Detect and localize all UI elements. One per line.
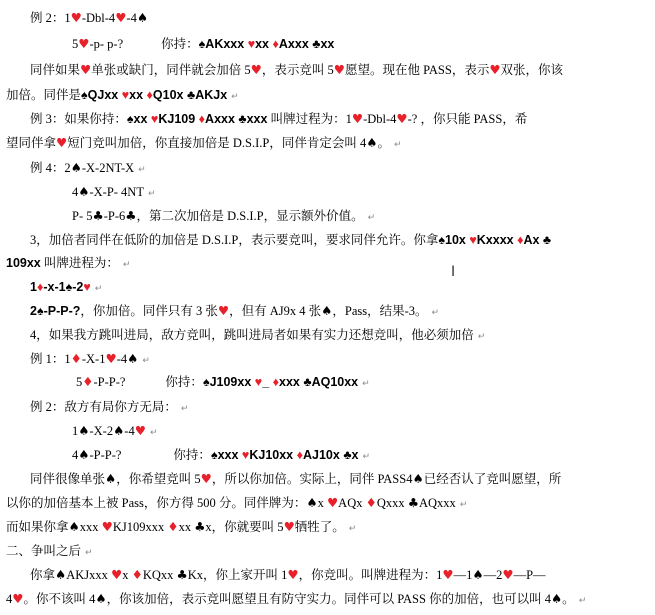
heart-icon: ♥ bbox=[241, 448, 250, 462]
spade-icon: ♠ bbox=[202, 375, 210, 389]
diamond-icon: ♦ bbox=[146, 88, 153, 102]
club-icon: ♣ bbox=[125, 208, 137, 223]
paragraph-line: 2♠-P-P-?，你加倍。同伴只有 3 张♥，但有 AJ9x 4 张♠，Pass，结果-3。 ↵ bbox=[30, 303, 440, 318]
paragraph-line: 以你的加倍基本上被 Pass，你方得 500 分。同伴牌为：♠x ♥AQx ♦Qxxx ♣AQxxx ↵ bbox=[6, 495, 468, 510]
club-icon: ♣ bbox=[194, 519, 206, 534]
club-icon: ♣ bbox=[312, 37, 321, 51]
spade-icon: ♠ bbox=[136, 10, 149, 25]
paragraph-line: 4♥。你不该叫 4♠，你该加倍，表示竞叫愿望且有防守实力。同伴可以 PASS 你的加倍，也可以叫 4♠。 ↵ bbox=[6, 591, 587, 606]
spade-icon: ♠ bbox=[81, 88, 88, 102]
spade-icon: ♠ bbox=[321, 303, 333, 318]
heart-icon: ♥ bbox=[111, 567, 123, 582]
heart-icon: ♥ bbox=[396, 111, 408, 126]
diamond-icon: ♦ bbox=[296, 448, 303, 462]
diamond-icon: ♦ bbox=[517, 233, 524, 247]
heart-icon: ♥ bbox=[80, 62, 92, 77]
paragraph-line: 你拿♠AKJxxx ♥x ♦KQxx ♣Kx，你上家开叫 1♥，你竞叫。叫牌进程为：1♥—1♠—2♥—P— bbox=[30, 567, 546, 582]
spade-icon: ♠ bbox=[127, 351, 139, 366]
example-2b-hand: 4♠-P-P-? 你持：♠xxx ♥KJ10xx ♦AJ10x ♣x ↵ bbox=[72, 447, 371, 462]
spade-icon: ♠ bbox=[78, 184, 90, 199]
example-4: 例 4：2♠-X-2NT-X ↵ bbox=[30, 160, 146, 175]
example-2b-bidding: 1♠-X-2♠-4♥ ↵ bbox=[72, 423, 158, 438]
heart-icon: ♥ bbox=[121, 88, 130, 102]
spade-icon: ♠ bbox=[438, 233, 445, 247]
heart-icon: ♥ bbox=[78, 36, 90, 51]
spade-icon: ♠ bbox=[366, 135, 378, 150]
spade-icon: ♠ bbox=[550, 591, 563, 606]
spade-icon: ♠ bbox=[198, 37, 206, 51]
heart-icon: ♥ bbox=[287, 567, 299, 582]
spade-icon: ♠ bbox=[306, 495, 318, 510]
paragraph-line: 4，如果我方跳叫进局，敌方竞叫，跳叫进局者如果有实力还想竞叫，他必须加倍 ↵ bbox=[30, 328, 486, 342]
spade-icon: ♠ bbox=[95, 591, 107, 606]
spade-icon: ♠ bbox=[78, 423, 90, 438]
club-icon: ♣ bbox=[92, 208, 104, 223]
heart-icon: ♥ bbox=[200, 471, 212, 486]
paragraph-line: 望同伴拿♥短门竞叫加倍，你直接加倍是 D.S.I.P，同伴肯定会叫 4♠。 ↵ bbox=[6, 135, 402, 150]
heart-icon: ♥ bbox=[70, 10, 82, 25]
spade-icon: ♠ bbox=[65, 280, 73, 294]
spade-icon: ♠ bbox=[210, 448, 218, 462]
paragraph-line: 而如果你拿♠xxx ♥KJ109xxx ♦xx ♣x，你就要叫 5♥牺牲了。 ↵ bbox=[6, 519, 357, 534]
spade-icon: ♠ bbox=[78, 447, 90, 462]
paragraph-line: 同伴很像单张♠，你希望竞叫 5♥，所以你加倍。实际上，同伴 PASS4♠已经否认了竞叫愿望，所 bbox=[30, 471, 562, 486]
club-icon: ♣ bbox=[542, 233, 552, 247]
spade-icon: ♠ bbox=[55, 567, 67, 582]
heart-icon: ♥ bbox=[56, 135, 68, 150]
heart-icon: ♥ bbox=[115, 10, 127, 25]
heart-icon: ♥ bbox=[442, 567, 454, 582]
example-label: 例 2： bbox=[30, 11, 65, 25]
heart-icon: ♥ bbox=[326, 495, 339, 510]
heart-icon: ♥ bbox=[101, 519, 113, 534]
heart-icon: ♥ bbox=[247, 37, 256, 51]
paragraph-line: 加倍。同伴是♠QJxx ♥xx ♦Q10x ♣AKJx ↵ bbox=[6, 88, 239, 102]
spade-icon: ♠ bbox=[113, 423, 125, 438]
example-2b: 例 2：敌方有局你方无局： ↵ bbox=[30, 400, 189, 414]
section-heading: 二、争叫之后 ↵ bbox=[6, 544, 93, 558]
club-icon: ♣ bbox=[343, 448, 352, 462]
paragraph-line: 同伴如果♥单张或缺门，同伴就会加倍 5♥，表示竞叫 5♥愿望。现在他 PASS，表示♥双张，你该 bbox=[30, 62, 564, 77]
spade-icon: ♠ bbox=[68, 519, 80, 534]
diamond-icon: ♦ bbox=[82, 374, 94, 389]
diamond-icon: ♦ bbox=[70, 351, 82, 366]
example-2-bidding: 例 2：1♥-Dbl-4♥-4♠ bbox=[30, 10, 149, 25]
spade-icon: ♠ bbox=[126, 112, 134, 126]
heart-icon: ♥ bbox=[105, 351, 117, 366]
diamond-icon: ♦ bbox=[167, 519, 179, 534]
heart-icon: ♥ bbox=[134, 423, 146, 438]
paragraph-line: 3，加倍者同伴在低阶的加倍是 D.S.I.P，表示要竞叫，要求同伴允许。你拿♠10x ♥Kxxxx ♦Ax ♣ bbox=[30, 233, 552, 247]
example-4-bidding: P- 5♣-P-6♣，第二次加倍是 D.S.I.P，显示额外价值。 ↵ bbox=[72, 208, 376, 223]
heart-icon: ♥ bbox=[333, 62, 345, 77]
paragraph-line: 109xx 叫牌进程为： ↵ bbox=[6, 256, 131, 270]
text-cursor-icon: I bbox=[451, 264, 456, 280]
heart-icon: ♥ bbox=[351, 111, 364, 126]
heart-icon: ♥ bbox=[489, 62, 501, 77]
diamond-icon: ♦ bbox=[272, 37, 279, 51]
spade-icon: ♠ bbox=[36, 304, 44, 318]
club-icon: ♣ bbox=[176, 567, 188, 582]
diamond-icon: ♦ bbox=[36, 280, 44, 294]
spade-icon: ♠ bbox=[472, 567, 484, 582]
example-4-bidding: 4♠-X-P- 4NT ↵ bbox=[72, 184, 156, 199]
heart-icon: ♥ bbox=[12, 591, 24, 606]
example-1-hand: 5♦-P-P-? 你持：♠J109xx ♥_ ♦xxx ♣AQ10xx ↵ bbox=[76, 374, 370, 389]
club-icon: ♣ bbox=[186, 88, 196, 102]
diamond-icon: ♦ bbox=[198, 112, 206, 126]
club-icon: ♣ bbox=[238, 112, 247, 126]
heart-icon: ♥ bbox=[254, 375, 263, 389]
heart-icon: ♥ bbox=[469, 233, 477, 247]
spade-icon: ♠ bbox=[412, 471, 424, 486]
diamond-icon: ♦ bbox=[272, 375, 280, 389]
example-3: 例 3：如果你持：♠xx ♥KJ109 ♦Axxx ♣xxx 叫牌过程为：1♥-Dbl-4♥-? ，你只能 PASS，希 bbox=[30, 111, 528, 126]
example-2-continuation: 5♥-p- p-? 你持：♠AKxxx ♥xx ♦Axxx ♣xx bbox=[72, 36, 335, 51]
heart-icon: ♥ bbox=[217, 303, 230, 318]
heart-icon: ♥ bbox=[83, 280, 91, 294]
diamond-icon: ♦ bbox=[365, 495, 377, 510]
heart-icon: ♥ bbox=[150, 112, 159, 126]
spade-icon: ♠ bbox=[70, 160, 82, 175]
heart-icon: ♥ bbox=[250, 62, 262, 77]
heart-icon: ♥ bbox=[283, 519, 295, 534]
heart-icon: ♥ bbox=[502, 567, 514, 582]
spade-icon: ♠ bbox=[105, 471, 117, 486]
club-icon: ♣ bbox=[303, 375, 312, 389]
club-icon: ♣ bbox=[407, 495, 419, 510]
diamond-icon: ♦ bbox=[131, 567, 143, 582]
bidding-sequence: 1♦-x-1♠-2♥ ↵ bbox=[30, 280, 103, 294]
example-1: 例 1：1♦-X-1♥-4♠ ↵ bbox=[30, 351, 150, 366]
